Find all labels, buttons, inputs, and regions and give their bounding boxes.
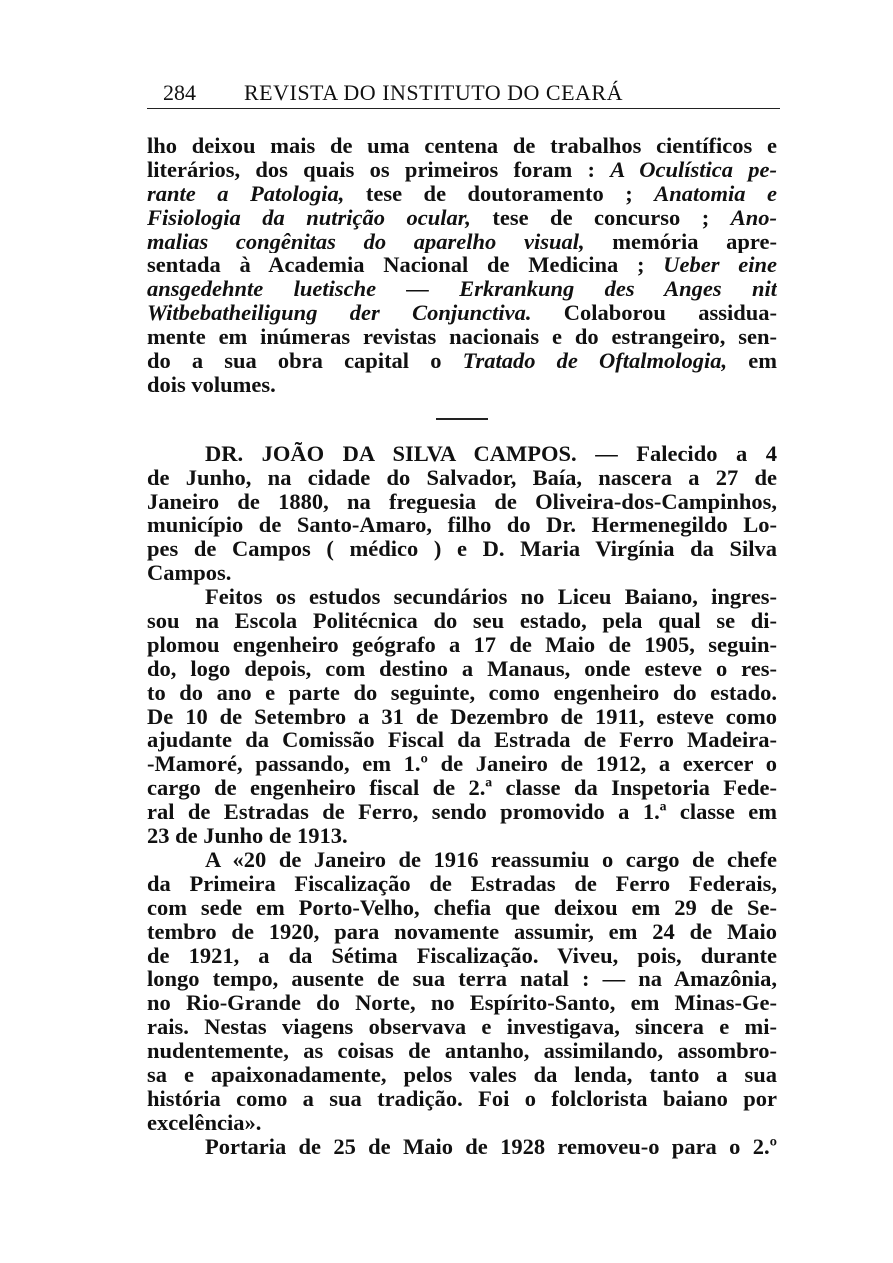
text-run: to do ano e parte do seguinte, como engenheiro do estado. — [147, 680, 777, 705]
text-run: plomou engenheiro geógrafo a 17 de Maio de 1905, seguin- — [147, 632, 777, 657]
text-run: mente em inúmeras revistas nacionais e do estrangeiro, sen- — [147, 325, 777, 350]
text-line — [147, 253, 777, 277]
italic-title-text: Ueber eine — [663, 253, 777, 278]
text-line — [147, 206, 777, 230]
text-run: do a sua obra capital o — [147, 349, 463, 373]
text-line — [147, 967, 777, 991]
text-run: pes de Campos ( médico ) e D. Maria Virgínia da Silva — [147, 537, 777, 562]
text-line — [147, 848, 777, 872]
text-run: -Mamoré, passando, em 1.º de Janeiro de 1912, a exercer o — [147, 752, 777, 777]
text-run: no Rio-Grande do Norte, no Espírito-Santo, em Minas-Ge- — [147, 991, 777, 1016]
running-header — [147, 76, 780, 109]
text-run: cargo de engenheiro fiscal de 2.ª classe da Inspetoria Fede- — [147, 776, 777, 801]
text-run: ajudante da Comissão Fiscal da Estrada de Ferro Madeira- — [147, 728, 777, 753]
text-run: em — [727, 349, 777, 373]
text-line — [147, 824, 777, 848]
text-line — [147, 277, 777, 301]
italic-title-text: malias congênitas do aparelho visual, — [147, 229, 585, 254]
text-line — [147, 896, 777, 920]
text-line — [147, 561, 777, 585]
text-line — [147, 920, 777, 944]
paragraph-joao-da-silva-campos — [147, 442, 777, 1159]
text-run: de Junho, na cidade do Salvador, Baía, nascera a 27 de — [147, 465, 777, 490]
text-line — [147, 657, 777, 681]
text-line — [147, 728, 777, 752]
text-run: rais. Nestas viagens observava e investigava, sincera e mi- — [147, 1015, 777, 1040]
text-line — [147, 800, 777, 824]
text-run: Campos. — [147, 561, 232, 586]
text-run: do, logo depois, com destino a Manaus, onde esteve o res- — [147, 656, 777, 681]
text-run: sou na Escola Politécnica do seu estado, pela qual se di- — [147, 609, 777, 633]
text-line — [147, 442, 777, 466]
text-line — [147, 349, 777, 373]
text-run: literários, dos quais os primeiros foram : — [147, 157, 611, 182]
text-run: DR. JOÃO DA SILVA CAMPOS. — [205, 441, 577, 466]
text-run: De 10 de Setembro a 31 de Dezembro de 1911, esteve como — [147, 704, 777, 729]
text-run: Colaborou assidua- — [531, 301, 777, 326]
text-line — [147, 301, 777, 325]
text-run: ral de Estradas de Ferro, sendo promovido a 1.ª classe em — [147, 800, 777, 825]
text-run: Portaria de 25 de Maio de 1928 removeu-o para o 2.º — [205, 1134, 777, 1159]
text-line — [147, 325, 777, 349]
italic-title-text: ansgedehnte luetische — Erkrankung des Anges nit — [147, 277, 777, 302]
text-line — [147, 1039, 777, 1063]
section-divider — [436, 418, 488, 420]
text-line — [147, 585, 777, 609]
text-line — [147, 944, 777, 968]
text-run: com sede em Porto-Velho, chefia que deixou em 29 de Se- — [147, 895, 777, 920]
text-run: tese de concurso ; — [470, 205, 731, 230]
text-line — [147, 537, 777, 561]
text-line — [147, 681, 777, 705]
text-run: Feitos os estudos secundários no Liceu Baiano, ingres- — [205, 585, 777, 610]
text-run: Janeiro de 1880, na freguesia de Oliveira-dos-Campinhos, — [147, 489, 777, 514]
text-line — [147, 1015, 777, 1039]
text-run: município de Santo-Amaro, filho do Dr. Hermenegildo Lo- — [147, 513, 777, 538]
page-body — [147, 134, 777, 1159]
text-run: 23 de Junho de 1913. — [147, 824, 348, 848]
text-line — [147, 513, 777, 537]
text-run: — Falecido a 4 — [576, 441, 777, 466]
italic-title-text: A Oculística pe- — [610, 157, 777, 182]
text-run: sa e apaixonadamente, pelos vales da lenda, tanto a sua — [147, 1062, 777, 1087]
text-line — [147, 776, 777, 800]
text-run: lho deixou mais de uma centena de trabalhos científicos e — [147, 134, 777, 158]
text-run: da Primeira Fiscalização de Estradas de Ferro Federais, — [147, 871, 777, 896]
text-line — [147, 230, 777, 254]
text-line — [147, 1063, 777, 1087]
text-line — [147, 1135, 777, 1159]
text-line — [147, 633, 777, 657]
italic-title-text: Fisiologia da nutrição ocular, — [147, 205, 471, 230]
text-line — [147, 158, 777, 182]
text-line — [147, 1087, 777, 1111]
text-line — [147, 490, 777, 514]
italic-title-text: rante a Patologia, — [147, 181, 345, 206]
text-line — [147, 705, 777, 729]
text-run: longo tempo, ausente de sua terra natal : — na Amazônia, — [147, 967, 777, 992]
text-run: dois volumes. — [147, 372, 276, 397]
text-line — [147, 373, 777, 397]
text-run: sentada à Academia Nacional de Medicina ; — [147, 253, 664, 278]
text-line — [147, 134, 777, 158]
text-line — [147, 466, 777, 490]
text-line — [147, 752, 777, 776]
text-run: de 1921, a da Sétima Fiscalização. Viveu, pois, durante — [147, 943, 777, 968]
text-run: tese de doutoramento ; — [344, 181, 655, 206]
text-line — [147, 1111, 777, 1135]
italic-title-text: Ano- — [730, 205, 777, 230]
text-run: história como a sua tradição. Foi o folclorista baiano por — [147, 1086, 777, 1111]
text-run: nudentemente, as coisas de antanho, assimilando, assombro- — [147, 1039, 777, 1063]
text-run: memória apre- — [584, 229, 777, 254]
italic-title-text: Tratado de Oftalmologia, — [462, 349, 728, 373]
text-line — [147, 872, 777, 896]
text-run: excelência». — [147, 1110, 262, 1135]
text-line — [147, 182, 777, 206]
page-number: 284 — [163, 80, 196, 105]
text-line — [147, 991, 777, 1015]
text-line — [147, 609, 777, 633]
italic-title-text: Anatomia e — [654, 181, 777, 206]
text-run: tembro de 1920, para novamente assumir, em 24 de Maio — [147, 919, 777, 944]
paragraph-obituary-end — [147, 134, 777, 397]
italic-title-text: Witbebatheiligung der Conjunctiva. — [147, 301, 532, 326]
journal-title: REVISTA DO INSTITUTO DO CEARÁ — [244, 80, 623, 105]
text-run: A «20 de Janeiro de 1916 reassumiu o cargo de chefe — [205, 847, 777, 872]
